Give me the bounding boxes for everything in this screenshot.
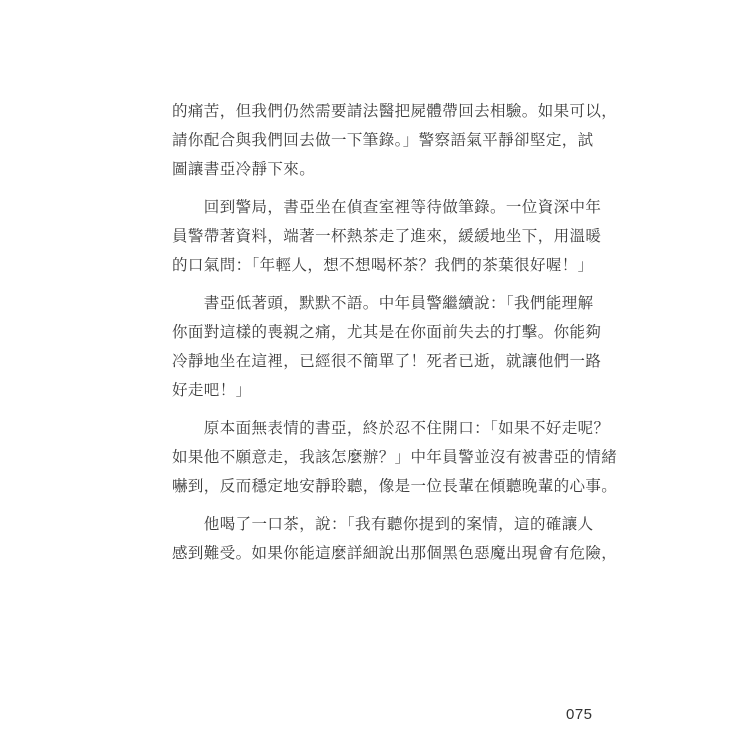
text-line: 如果他不願意走，我該怎麼辦？」中年員警並沒有被書亞的情緒 xyxy=(172,448,618,466)
paragraph-4 xyxy=(172,414,618,501)
paragraph-3 xyxy=(172,289,602,405)
text-line: 嚇到，反而穩定地安靜聆聽，像是一位長輩在傾聽晚輩的心事。 xyxy=(172,477,618,495)
text-line: 員警帶著資料，端著一杯熱茶走了進來，緩緩地坐下，用溫暖 xyxy=(172,227,602,245)
text-line: 感到難受。如果你能這麼詳細說出那個黑色惡魔出現會有危險， xyxy=(172,544,618,562)
paragraph-1 xyxy=(172,97,618,184)
text-line: 回到警局，書亞坐在偵查室裡等待做筆錄。一位資深中年 xyxy=(172,198,602,216)
text-line: 的痛苦，但我們仍然需要請法醫把屍體帶回去相驗。如果可以， xyxy=(172,102,618,120)
text-line: 冷靜地坐在這裡，已經很不簡單了！死者已逝，就讓他們一路 xyxy=(172,352,602,370)
body-text xyxy=(172,97,618,577)
paragraph-5 xyxy=(172,510,618,568)
text-line: 圖讓書亞冷靜下來。 xyxy=(172,160,316,178)
text-line: 書亞低著頭，默默不語。中年員警繼續說：「我們能理解 xyxy=(172,294,594,312)
text-line: 他喝了一口茶，說：「我有聽你提到的案情，這的確讓人 xyxy=(172,515,594,533)
text-line: 請你配合與我們回去做一下筆錄。」警察語氣平靜卻堅定，試 xyxy=(172,131,594,149)
text-line: 的口氣問：「年輕人，想不想喝杯茶？我們的茶葉很好喔！」 xyxy=(172,256,594,274)
text-line: 你面對這樣的喪親之痛，尤其是在你面前失去的打擊。你能夠 xyxy=(172,323,602,341)
page-number: 075 xyxy=(566,706,593,723)
paragraph-2 xyxy=(172,193,602,280)
text-line: 好走吧！」 xyxy=(172,381,252,399)
text-line: 原本面無表情的書亞，終於忍不住開口：「如果不好走呢？ xyxy=(172,419,610,437)
